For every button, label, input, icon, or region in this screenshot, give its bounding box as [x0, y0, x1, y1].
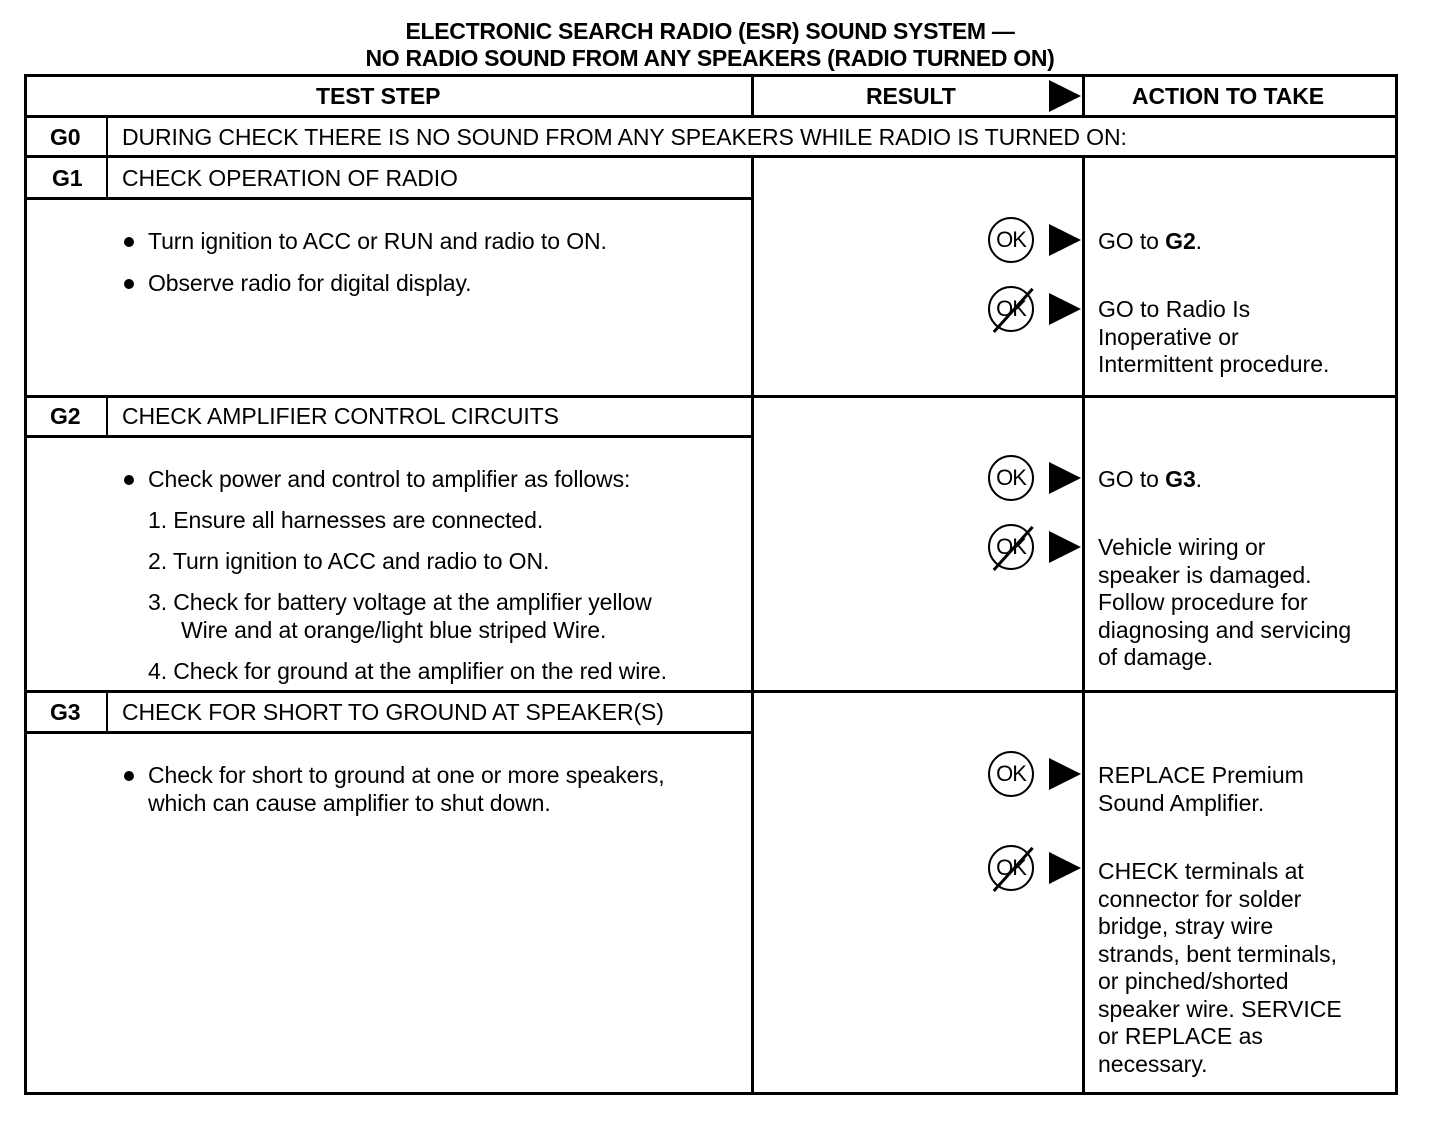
g2-ok-action-suffix: . [1195, 466, 1202, 492]
g2-ok-action [1098, 468, 1202, 491]
g2-notok-line-2: speaker is damaged. [1098, 561, 1312, 588]
arrow-right-icon [1049, 758, 1081, 790]
table-border-bottom [24, 1092, 1398, 1095]
g2-notok-line-3: Follow procedure for [1098, 589, 1308, 615]
bullet-dot-icon [124, 771, 134, 781]
g0-text: DURING CHECK THERE IS NO SOUND FROM ANY SPEAKERS WHILE RADIO IS TURNED ON: [122, 124, 1127, 150]
g2-notok-action [1098, 534, 1390, 672]
g3-notok-line-3: bridge, stray wire [1098, 913, 1274, 939]
not-ok-circle-icon [988, 845, 1034, 891]
page-title-line2: NO RADIO SOUND FROM ANY SPEAKERS (RADIO TURNED ON) [365, 45, 1055, 71]
header-bottom-rule [24, 115, 1398, 118]
g1-id-divider [106, 155, 108, 199]
g3-notok-action [1098, 858, 1390, 1078]
g1-heading-rule [24, 197, 754, 200]
g2-step-3: 3. Check for battery voltage at the amplifier yellow [148, 589, 652, 615]
arrow-right-icon [1049, 852, 1081, 884]
ok-label: OK [996, 465, 1026, 490]
step-id-g0: G0 [50, 124, 81, 150]
g3-notok-line-4: strands, bent terminals, [1098, 940, 1338, 967]
g2-step-3-cont: Wire and at orange/light blue striped Wire. [181, 617, 607, 643]
g2-step-4: 4. Check for ground at the amplifier on the red wire. [148, 658, 667, 684]
g3-ok-line-1: REPLACE Premium [1098, 762, 1304, 788]
g2-bullet: Check power and control to amplifier as follows: [148, 466, 631, 492]
g1-ok-action [1098, 230, 1202, 253]
g0-id-divider [106, 115, 108, 157]
g3-heading-rule [24, 731, 754, 734]
col-divider-result [751, 155, 754, 1095]
not-ok-label: OK [996, 534, 1026, 559]
step-id-g2: G2 [50, 403, 81, 429]
g3-ok-line-2: Sound Amplifier. [1098, 789, 1265, 816]
arrow-right-icon [1049, 531, 1081, 563]
g2-heading: CHECK AMPLIFIER CONTROL CIRCUITS [122, 403, 559, 429]
header-divider-1 [751, 74, 754, 117]
g0-bottom-rule [24, 155, 1398, 158]
g1-ok-action-text: GO to [1098, 228, 1166, 254]
step-id-g3: G3 [50, 699, 81, 725]
not-ok-label: OK [996, 296, 1026, 321]
bullet-dot-icon [124, 475, 134, 485]
header-divider-2 [1082, 74, 1085, 117]
arrow-right-icon [1049, 80, 1081, 112]
g3-notok-line-2: connector for solder [1098, 885, 1302, 912]
ok-circle-icon [988, 217, 1034, 263]
g3-notok-line-1: CHECK terminals at [1098, 858, 1304, 884]
g2-bottom-rule [24, 690, 1398, 693]
page-title-line1: ELECTRONIC SEARCH RADIO (ESR) SOUND SYSTEM — [405, 18, 1015, 44]
g2-notok-line-1: Vehicle wiring or [1098, 534, 1266, 560]
step-id-g1: G1 [52, 165, 83, 191]
g2-ok-action-text: GO to [1098, 466, 1166, 492]
g1-ok-action-suffix: . [1195, 228, 1202, 254]
g1-notok-line-3: Intermittent procedure. [1098, 351, 1330, 377]
g1-notok-line-2: Inoperative or [1098, 323, 1239, 350]
g3-notok-line-5: or pinched/shorted [1098, 968, 1289, 994]
ok-label: OK [996, 227, 1026, 252]
g1-notok-action [1098, 296, 1390, 379]
g3-notok-line-6: speaker wire. SERVICE [1098, 995, 1342, 1022]
g3-heading: CHECK FOR SHORT TO GROUND AT SPEAKER(S) [122, 699, 664, 725]
g3-notok-line-8: necessary. [1098, 1050, 1208, 1077]
arrow-right-icon [1049, 293, 1081, 325]
g2-notok-line-5: of damage. [1098, 644, 1214, 670]
ok-circle-icon [988, 455, 1034, 501]
g2-id-divider [106, 395, 108, 437]
col-divider-action [1082, 155, 1085, 1095]
bullet-dot-icon [124, 237, 134, 247]
g2-step-1: 1. Ensure all harnesses are connected. [148, 507, 544, 533]
g2-step-2: 2. Turn ignition to ACC and radio to ON. [148, 548, 550, 574]
ok-label: OK [996, 761, 1026, 786]
g2-notok-line-4: diagnosing and servicing [1098, 616, 1352, 643]
table-border-right [1395, 74, 1398, 1095]
g1-ok-action-ref: G2 [1165, 228, 1196, 254]
not-ok-circle-icon [988, 286, 1034, 332]
g3-bullet-line-1: Check for short to ground at one or more speakers, [148, 762, 665, 788]
g2-heading-rule [24, 435, 754, 438]
g1-heading: CHECK OPERATION OF RADIO [122, 165, 458, 191]
arrow-right-icon [1049, 224, 1081, 256]
g1-notok-line-1: GO to Radio Is [1098, 296, 1251, 322]
header-action: ACTION TO TAKE [1132, 83, 1324, 109]
g1-bottom-rule [24, 395, 1398, 398]
g3-id-divider [106, 690, 108, 733]
not-ok-label: OK [996, 855, 1026, 880]
header-test-step: TEST STEP [316, 83, 441, 109]
arrow-right-icon [1049, 462, 1081, 494]
not-ok-circle-icon [988, 524, 1034, 570]
table-border-top [24, 74, 1398, 77]
g1-bullet-2: Observe radio for digital display. [148, 270, 472, 296]
g1-bullet-1: Turn ignition to ACC or RUN and radio to ON. [148, 228, 607, 254]
header-result: RESULT [866, 83, 956, 109]
g3-notok-line-7: or REPLACE as [1098, 1023, 1263, 1049]
bullet-dot-icon [124, 279, 134, 289]
g3-ok-action [1098, 762, 1390, 817]
g2-ok-action-ref: G3 [1165, 466, 1196, 492]
g3-bullet-line-2: which can cause amplifier to shut down. [148, 790, 551, 816]
ok-circle-icon [988, 751, 1034, 797]
table-border-left [24, 74, 27, 1095]
